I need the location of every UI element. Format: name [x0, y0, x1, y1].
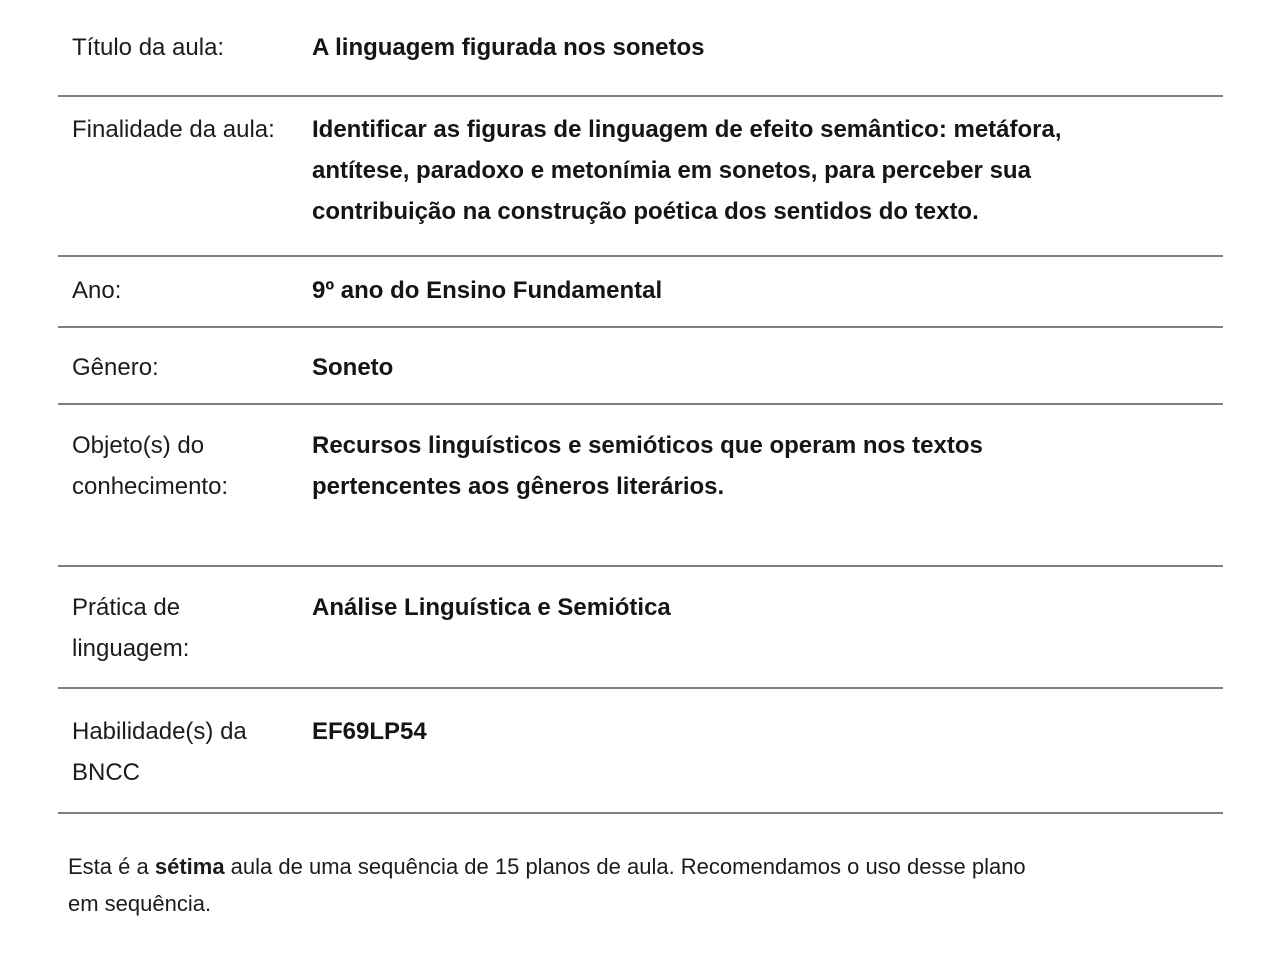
row-label: Habilidade(s) da BNCC	[72, 718, 247, 786]
table-row-finalidade	[58, 97, 1223, 257]
row-label: Ano:	[72, 277, 122, 304]
table-row-habilidade-bncc	[58, 689, 1223, 814]
row-value: 9º ano do Ensino Fundamental	[312, 277, 663, 304]
row-value: Identificar as figuras de linguagem de efeito semântico: metáfora, antítese, paradoxo e metonímia em sonetos, para perceber sua contribuição na construção poética dos sentidos do texto.	[312, 116, 1062, 225]
table-row-ano	[58, 257, 1223, 328]
row-value: Soneto	[312, 354, 394, 381]
row-label: Gênero:	[72, 354, 159, 381]
table-row-titulo	[58, 0, 1223, 97]
sequence-note-prefix: Esta é a	[68, 854, 155, 879]
table-row-objeto-conhecimento	[58, 405, 1223, 567]
row-label: Prática de linguagem:	[72, 594, 190, 662]
row-label: Objeto(s) do conhecimento:	[72, 432, 229, 500]
table-row-pratica-linguagem	[58, 567, 1223, 689]
sequence-note-ordinal: sétima	[154, 854, 225, 879]
row-value: EF69LP54	[312, 718, 427, 745]
row-value: A linguagem figurada nos sonetos	[312, 34, 705, 61]
table-row-genero	[58, 328, 1223, 405]
row-value: Análise Linguística e Semiótica	[312, 594, 671, 621]
row-label: Finalidade da aula:	[72, 116, 275, 143]
sequence-note	[58, 836, 1058, 922]
row-label: Título da aula:	[72, 34, 225, 61]
lesson-plan-table	[58, 0, 1223, 922]
sequence-note-suffix: aula de uma sequência de 15 planos de aula. Recomendamos o uso desse plano em sequência.	[68, 854, 1026, 916]
row-value: Recursos linguísticos e semióticos que operam nos textos pertencentes aos gêneros literários.	[312, 432, 983, 500]
